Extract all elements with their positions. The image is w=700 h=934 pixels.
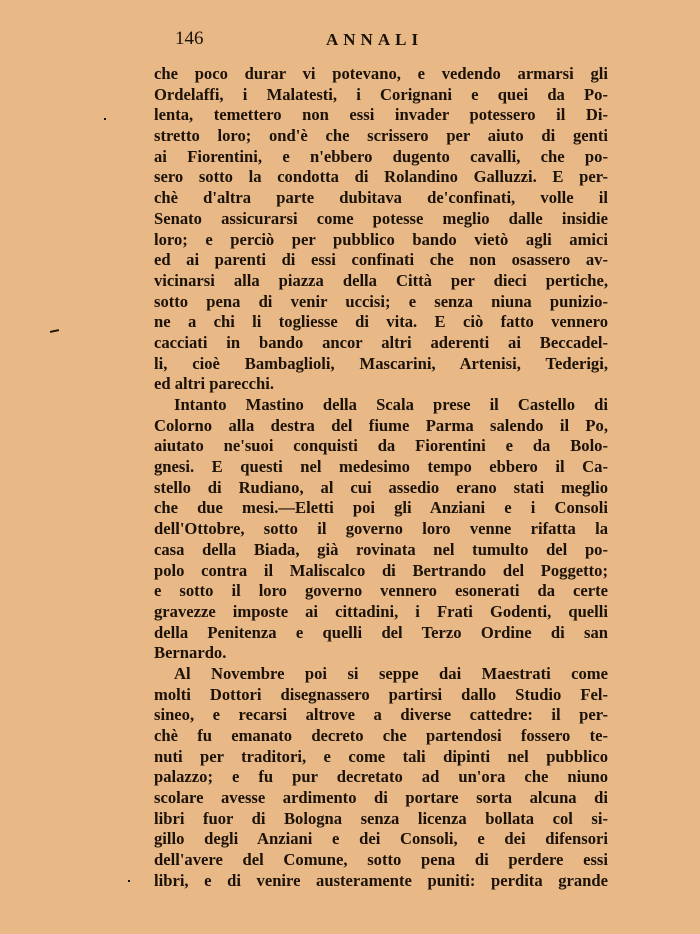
- margin-mark: [104, 118, 106, 120]
- text-line: Ordelaffi, i Malatesti, i Corignani e quei da Po-: [154, 84, 608, 104]
- text-line: Bernardo.: [154, 643, 227, 663]
- text-line: ai Fiorentini, e n'ebbero dugento cavalli, che po-: [154, 146, 608, 166]
- text-line: polo contra il Maliscalco di Bertrando del Poggetto;: [154, 560, 608, 580]
- text-line: libri, e di venire austeramente puniti: perdita grande: [154, 870, 608, 890]
- text-line: sero sotto la condotta di Rolandino Galluzzi. E per-: [154, 167, 608, 187]
- text-line: ed altri parecchi.: [154, 374, 274, 394]
- text-line: gillo degli Anziani e dei Consoli, e dei difensori: [154, 829, 608, 849]
- text-line: dell'Ottobre, sotto il governo loro venne rifatta la: [154, 519, 608, 539]
- text-line: palazzo; e fu pur decretato ad un'ora che niuno: [154, 767, 608, 787]
- text-line: gravezze imposte ai cittadini, i Frati Godenti, quelli: [154, 601, 608, 621]
- text-line: libri fuor di Bologna senza licenza bollata col si-: [154, 808, 608, 828]
- text-line: nuti per traditori, e come tali dipinti nel pubblico: [154, 746, 608, 766]
- text-line: casa della Biada, già rovinata nel tumulto del po-: [154, 539, 608, 559]
- margin-mark: [50, 329, 59, 333]
- text-line: Intanto Mastino della Scala prese il Castello di: [174, 395, 608, 414]
- text-line: ne a chi li togliesse di vita. E ciò fatto vennero: [154, 312, 608, 332]
- text-line: molti Dottori disegnassero partirsi dallo Studio Fel-: [154, 684, 608, 704]
- text-line: stretto loro; ond'è che scrissero per aiuto di genti: [154, 126, 608, 146]
- text-line: sotto pena di venir uccisi; e senza niuna punizio-: [154, 291, 608, 311]
- text-line: dell'avere del Comune, sotto pena di perdere essi: [154, 850, 608, 870]
- page-number: 146: [175, 28, 204, 49]
- text-line: della Penitenza e quelli del Terzo Ordine di san: [154, 622, 608, 642]
- text-line: Al Novembre poi si seppe dai Maestrati come: [174, 663, 608, 683]
- page-header: [170, 28, 610, 56]
- text-line: Colorno alla destra del fiume Parma salendo il Po,: [154, 415, 608, 435]
- text-line: lenta, temettero non essi invader potessero il Di-: [154, 105, 608, 125]
- text-line: vicinarsi alla piazza della Città per dieci pertiche,: [154, 270, 608, 290]
- body-text: [154, 64, 608, 892]
- text-line: Senato assicurarsi come potesse meglio dalle insidie: [154, 208, 608, 228]
- text-line: chè fu emanato decreto che partendosi fossero te-: [154, 726, 608, 745]
- text-line: che poco durar vi potevano, e vedendo armarsi gli: [154, 64, 608, 83]
- text-line: scolare avesse ardimento di portare sorta alcuna di: [154, 788, 608, 808]
- text-line: chè d'altra parte dubitava de'confinati, volle il: [154, 188, 608, 208]
- text-line: ed ai parenti di essi confinati che non osassero av-: [154, 250, 608, 270]
- text-line: che due mesi.—Eletti poi gli Anziani e i Consoli: [154, 498, 608, 518]
- text-line: sineo, e recarsi altrove a diverse cattedre: il per-: [154, 705, 608, 725]
- text-line: li, cioè Bambaglioli, Mascarini, Artenisi, Tederigi,: [154, 353, 608, 373]
- text-line: stello di Rudiano, al cui assedio erano stati meglio: [154, 477, 608, 497]
- text-line: cacciati in bando ancor altri aderenti ai Beccadel-: [154, 332, 608, 352]
- text-line: e sotto il loro governo vennero esonerati da certe: [154, 581, 608, 601]
- text-line: aiutato ne'suoi conquisti da Fiorentini e da Bolo-: [154, 436, 608, 456]
- text-line: loro; e perciò per pubblico bando vietò agli amici: [154, 229, 608, 249]
- margin-mark: [128, 880, 130, 882]
- text-line: gnesi. E questi nel medesimo tempo ebbero il Ca-: [154, 457, 608, 477]
- running-head: ANNALI: [326, 30, 424, 49]
